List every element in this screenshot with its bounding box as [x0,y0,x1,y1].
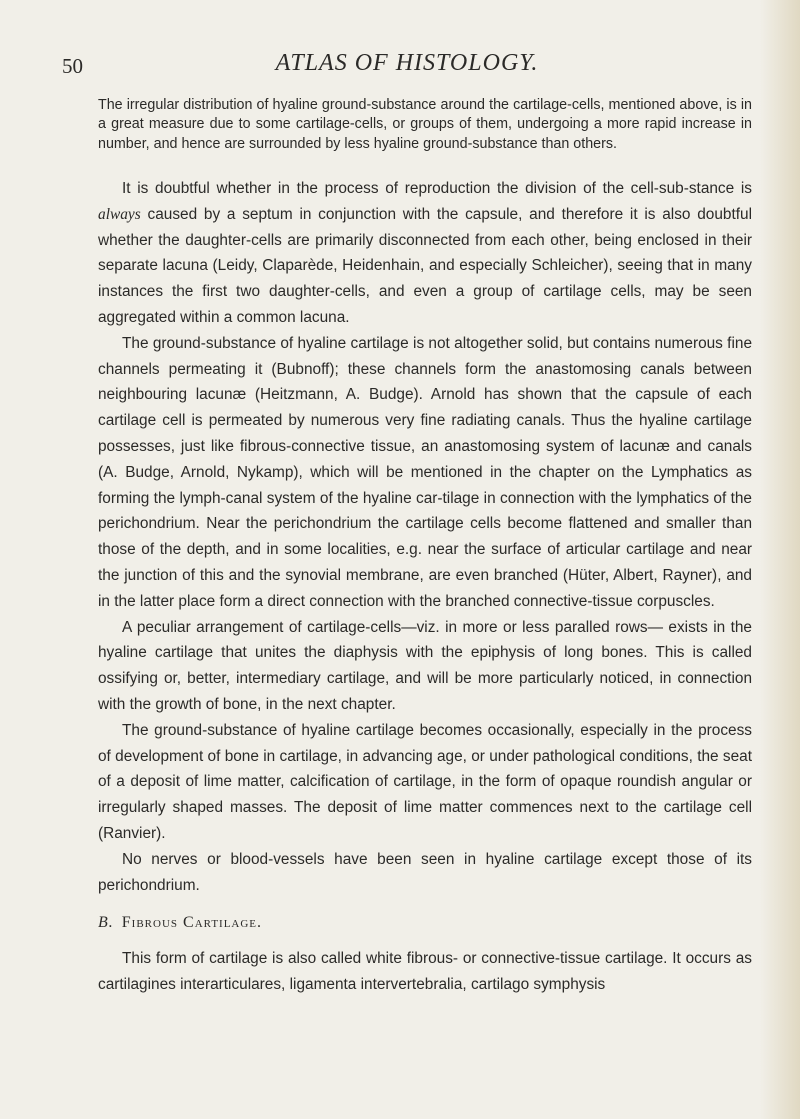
text-span: It is doubtful whether in the process of reproduction the division of the cell-sub-stance is [122,180,752,197]
paragraph-nerves: No nerves or blood-vessels have been seen in hyaline cartilage except those of its perichondrium. [98,850,752,894]
section-heading [98,910,752,936]
page-header [62,50,752,84]
text-span: caused by a septum in conjunction with the capsule, and therefore it is also doubtful whether the daughter-cells are primarily disconnected from each other, being enclosed in their separate lacuna (Leidy, Claparède, Heidenhain, and especially Schleicher), seeing that in many instances the first two daughter-cells, and even a group of cartilage cells, may be seen aggregated within a common lacuna. [98,205,752,326]
paragraph-calcification: The ground-substance of hyaline cartilage becomes occasionally, especially in the process of development of bone in cartilage, in advancing age, or under pathological conditions, the seat of a deposit of lime matter, calcification of cartilage, in the form of opaque roundish angular or irregularly shaped masses. The deposit of lime matter commences next to the cartilage cell (Ranvier). [98,721,752,842]
page-number: 50 [62,54,83,78]
paragraph-ossifying-cartilage: A peculiar arrangement of cartilage-cells—viz. in more or less paralled rows— exists in the hyaline cartilage that unites the diaphysis with the epiphysis of long bones. This is called ossifying or, better, intermediary cartilage, and will be more particularly noticed, in connection with the growth of bone, in the next chapter. [98,618,752,713]
body-text [98,176,752,998]
running-title: ATLAS OF HISTOLOGY. [275,50,539,76]
section-letter: B. [98,914,114,932]
paragraph-small-print: The irregular distribution of hyaline ground-substance around the cartilage-cells, mentioned above, is in a great measure due to some cartilage-cells, or groups of them, undergoing a more rapid increase in number, and hence are surrounded by less hyaline ground-substance than others. [98,97,752,152]
paragraph-fibrous-cartilage: This form of cartilage is also called white fibrous- or connective-tissue cartilage. It occurs as cartilagines interarticulares, ligamenta intervertebralia, cartilago symphysis [98,950,752,993]
paragraph-ground-substance: The ground-substance of hyaline cartilage is not altogether solid, but contains numerous fine channels permeating it (Bubnoff); these channels form the anastomosing canals between neighbouring lacunæ (Heitzmann, A. Budge). Arnold has shown that the capsule of each cartilage cell is permeated by numerous very fine radiating canals. Thus the hyaline cartilage possesses, just like fibrous-connective tissue, an anastomosing system of lacunæ and canals (A. Budge, Arnold, Nykamp), which will be mentioned in the chapter on the Lymphatics as forming the lymph-canal system of the hyaline car-tilage in connection with the lymphatics of the perichondrium. Near the perichondrium the cartilage cells become flattened and smaller than those of the depth, and in some localities, e.g. near the surface of articular cartilage and near the junction of this and the synovial membrane, are even branched (Hüter, Albert, Rayner), and in the latter place form a direct connection with the branched connective-tissue corpuscles. [98,334,752,610]
page-edge-shade [760,0,800,1119]
emphasis-always: always [98,205,141,223]
section-title: Fibrous Cartilage. [121,914,263,932]
paragraph-cell-division [98,176,752,331]
